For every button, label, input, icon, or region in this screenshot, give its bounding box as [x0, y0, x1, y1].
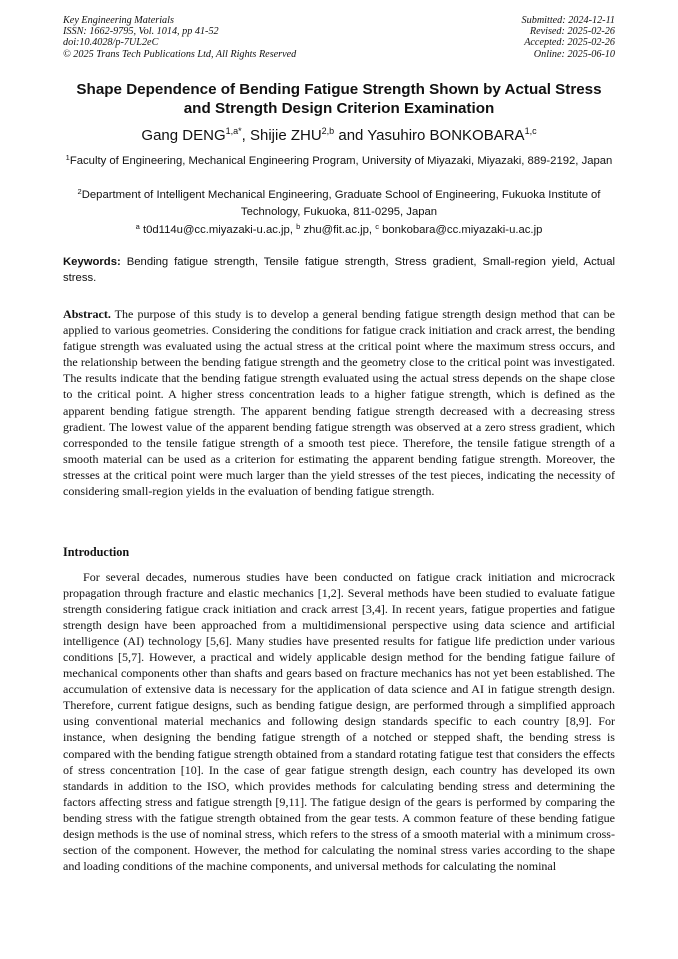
date-accepted: Accepted: 2025-02-26	[524, 37, 615, 49]
keywords-label: Keywords:	[63, 256, 121, 268]
journal-info	[63, 15, 296, 60]
journal-doi: doi:10.4028/p-7UL2eC	[63, 37, 159, 49]
date-online: Online: 2025-06-10	[533, 48, 615, 60]
date-revised: Revised: 2025-02-26	[529, 26, 615, 38]
email-marker: c	[375, 222, 379, 231]
affiliation-text: Faculty of Engineering, Mechanical Engineering Program, University of Miyazaki, Miyazaki, 889-2192, Japan	[69, 155, 613, 167]
email-link[interactable]: bonkobara@cc.miyazaki-u.ac.jp	[382, 224, 543, 236]
paper-title: Shape Dependence of Bending Fatigue Strength Shown by Actual Stress and Strength Design Criterion Examination	[76, 81, 602, 117]
publication-dates	[522, 15, 615, 60]
date-submitted: Submitted: 2024-12-11	[521, 15, 615, 26]
author-separator: ,	[241, 127, 250, 144]
journal-name: Key Engineering Materials	[63, 15, 174, 26]
keywords	[63, 255, 615, 286]
affiliation-2	[63, 184, 615, 220]
author-affiliation-marker: 2,b	[321, 126, 335, 136]
keywords-text: Bending fatigue strength, Tensile fatigue strength, Stress gradient, Small-region yield, Actual stress.	[63, 256, 615, 284]
affiliation-marker: 1	[65, 153, 70, 162]
author-name: Yasuhiro BONKOBARA	[367, 127, 525, 144]
email-marker: a	[135, 222, 140, 231]
affiliation-text: Department of Intelligent Mechanical Engineering, Graduate School of Engineering, Fukuoka Institute of Technology, Fukuoka, 811-0295, Japan	[81, 189, 601, 218]
author-name: Shijie ZHU	[249, 127, 322, 144]
journal-copyright: © 2025 Trans Tech Publications Ltd, All Rights Reserved	[63, 48, 297, 60]
email-link[interactable]: zhu@fit.ac.jp,	[303, 224, 373, 236]
section-heading-introduction: Introduction	[63, 545, 130, 559]
author-affiliation-marker: 1,a*	[225, 126, 242, 136]
affiliation-marker: 2	[77, 187, 82, 196]
author-name: Gang DENG	[141, 127, 226, 144]
email-link[interactable]: t0d114u@cc.miyazaki-u.ac.jp,	[142, 224, 293, 236]
abstract-text: The purpose of this study is to develop a general bending fatigue strength design method that can be applied to various geometries. Considering the conditions for fatigue crack initiation and crack arrest, the bending fatigue strength was evaluated using the actual stress at the critical point where the maximum stress occurs, and the relationship between the bending fatigue strength and the geometry close to the critical point was investigated. The results indicate that the bending fatigue strength evaluated using the actual stress depends on the shape close to the critical point. A higher stress concentration leads to a higher fatigue strength, which is defined as the apparent bending fatigue strength. The apparent bending fatigue strength decreased with a decreasing stress gradient. The lowest value of the apparent bending fatigue strength was observed at a zero stress gradient, which corresponded to the tensile fatigue strength of a smooth test piece. Therefore, the tensile fatigue strength of a smooth material can be used as a criterion for estimating the apparent bending fatigue strength. Moreover, the stresses at the critical point were much larger than the yield stresses of the test pieces, indicating the necessity of considering small-region yields in the evaluation of bending fatigue strength.	[63, 307, 615, 499]
author-separator: and	[334, 127, 368, 144]
author-affiliation-marker: 1,c	[524, 126, 537, 136]
abstract-label: Abstract.	[63, 307, 111, 321]
email-marker: b	[296, 222, 301, 231]
author-list	[63, 122, 615, 145]
affiliation-1	[63, 150, 615, 170]
abstract	[63, 306, 615, 499]
author-emails	[63, 219, 615, 239]
introduction-paragraph: For several decades, numerous studies have been conducted on fatigue crack initiation and microcrack propagation through fracture and elastic mechanics [1,2]. Several methods have been studied to evaluate fatigue strength considering fatigue crack initiation and crack arrest [3,4]. In recent years, fatigue properties and fatigue strength design have been approached from a multidimensional perspective using data science and artificial intelligence (AI) technology [5,6]. Many studies have presented results for fatigue life prediction under various conditions [5,7]. However, a practical and widely applicable design method for the bending fatigue failure of mechanical components other than shafts and gears based on fracture mechanics has not yet been established. The accumulation of extensive data is necessary for the application of data science and AI in fatigue strength design. Therefore, current fatigue designs, such as bending fatigue design, are performed through a simplified approach using conventional material mechanics and following design standards specific to each country [8,9]. For instance, when designing the bending fatigue strength of a notched or stepped shaft, the bending stress is compared with the bending fatigue strength obtained from a standard rotating fatigue test that considers the effects of stress concentration [10]. In the case of gear fatigue strength design, each country has developed its own standards in addition to the ISO, which provides methods for calculating bending stress and determining the factors affecting stress and fatigue strength [9,11]. The fatigue design of the gears is performed by comparing the bending stress with the fatigue strength obtained from the gear tests. A common feature of these bending fatigue design methods is the use of nominal stress, which refers to the stress of a smooth material with a minimum cross-section of the component. However, the method for calculating the nominal stress varies according to the shape and loading conditions of the machine components, and universal methods for calculating the nominal	[63, 570, 615, 873]
journal-issn: ISSN: 1662-9795, Vol. 1014, pp 41-52	[63, 26, 219, 38]
